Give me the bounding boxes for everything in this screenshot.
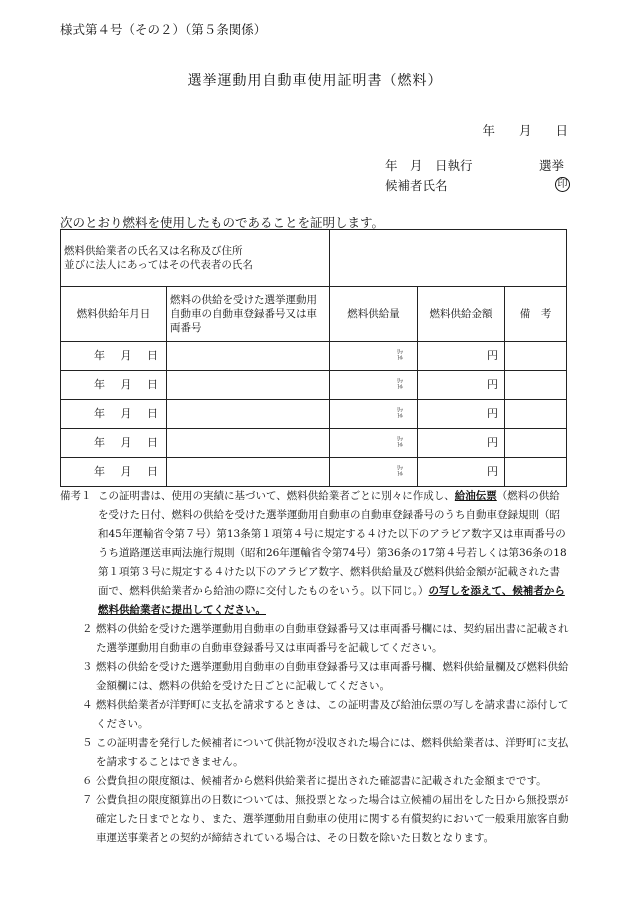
note-text: 燃料供給業者が洋野町に支払を請求するときは、この証明書及び給油伝票の写しを請求書に添付してください。 <box>96 699 569 730</box>
table-row <box>61 342 567 371</box>
candidate-name-label: 候補者氏名 <box>385 178 448 193</box>
election-label: 選挙 <box>538 158 564 173</box>
row-date-cell[interactable]: 年 月 日 <box>61 458 167 487</box>
note-number: ７ <box>82 794 93 806</box>
note-text: 燃料の供給を受けた選挙運動用自動車の自動車登録番号又は車両番号欄には、契約届出書に記載された選挙運動用自動車の自動車登録番号又は車両番号を記載してください。 <box>96 623 569 654</box>
election-execution-date: 年 月 日執行 <box>385 158 473 173</box>
note-emphasis: 給油伝票 <box>454 490 497 502</box>
litre-unit-top: ﾘｯ <box>396 407 403 414</box>
table-row <box>61 429 567 458</box>
note-emphasis: の写しを添えて、候補者から燃料供給業者に提出してください。 <box>98 585 565 616</box>
seal-mark-icon: 印 <box>555 177 570 192</box>
litre-unit-top: ﾘｯ <box>396 436 403 443</box>
row-vehicle-cell[interactable] <box>167 371 330 400</box>
row-amount-cell[interactable] <box>330 458 418 487</box>
column-header-row <box>61 287 567 342</box>
row-amount-cell[interactable] <box>330 371 418 400</box>
row-remarks-cell[interactable] <box>505 400 567 429</box>
note-number: ２ <box>82 623 93 635</box>
litre-unit-bottom: ﾄﾙ <box>396 384 403 391</box>
table-row <box>61 371 567 400</box>
supplier-name-field[interactable] <box>330 230 567 287</box>
row-vehicle-cell[interactable] <box>167 342 330 371</box>
note-2 <box>60 620 570 658</box>
row-date-cell[interactable]: 年 月 日 <box>61 400 167 429</box>
supplier-row <box>61 230 567 287</box>
row-price-cell[interactable]: 円 <box>418 371 505 400</box>
row-remarks-cell[interactable] <box>505 342 567 371</box>
row-amount-cell[interactable] <box>330 400 418 429</box>
note-text: 公費負担の限度額は、候補者から燃料供給業者に提出された確認書に記載された金額までです。 <box>96 775 547 787</box>
row-vehicle-cell[interactable] <box>167 429 330 458</box>
col-header-remarks: 備 考 <box>505 287 567 342</box>
row-amount-cell[interactable] <box>330 429 418 458</box>
note-number: 備考１ <box>60 490 92 502</box>
col-header-amount: 燃料供給量 <box>330 287 418 342</box>
note-number: ５ <box>82 737 93 749</box>
supplier-label-cell <box>61 230 330 287</box>
litre-unit-top: ﾘｯ <box>396 349 403 356</box>
note-text: 公費負担の限度額算出の日数については、無投票となった場合は立候補の届出をした日から無投票が確定した日までとなり、また、選挙運動用自動車の使用に関する有償契約において一般乗用旅客自動車運送事業者との契約が締結されている場合は、その日数を除いた日数となります。 <box>96 794 569 844</box>
col-header-vehicle: 燃料の供給を受けた選挙運動用自動車の自動車登録番号又は車両番号 <box>167 287 330 342</box>
table-row <box>61 400 567 429</box>
note-5 <box>60 734 570 772</box>
note-text: この証明書を発行した候補者について供託物が没収された場合には、燃料供給業者は、洋野町に支払を請求することはできません。 <box>96 737 569 768</box>
note-4 <box>60 696 570 734</box>
row-date-cell[interactable]: 年 月 日 <box>61 371 167 400</box>
row-price-cell[interactable]: 円 <box>418 342 505 371</box>
form-number: 様式第４号（その２）（第５条関係） <box>60 22 267 37</box>
supplier-label-line-2: 並びに法人にあってはその代表者の氏名 <box>64 259 253 271</box>
row-price-cell[interactable]: 円 <box>418 429 505 458</box>
row-price-cell[interactable]: 円 <box>418 458 505 487</box>
row-price-cell[interactable]: 円 <box>418 400 505 429</box>
litre-unit-bottom: ﾄﾙ <box>396 471 403 478</box>
document-title: 選挙運動用自動車使用証明書（燃料） <box>187 73 443 89</box>
note-number: ６ <box>82 775 93 787</box>
certification-statement: 次のとおり燃料を使用したものであることを証明します。 <box>60 215 385 230</box>
note-1 <box>60 487 570 620</box>
litre-unit-top: ﾘｯ <box>396 465 403 472</box>
supplier-label-line-1: 燃料供給業者の氏名又は名称及び住所 <box>64 244 243 257</box>
litre-unit-bottom: ﾄﾙ <box>396 355 403 362</box>
note-text: この証明書は、使用の実績に基づいて、燃料供給業者ごとに別々に作成し、給油伝票（燃料の供給を受けた日付、燃料の供給を受けた選挙運動用自動車の自動車登録番号のうち自動車登録規則（昭和45年運輸省令第７号）第13条第１項第４号に規定する４けた以下のアラビア数字又は車両番号のうち道路運送車両法施行規則（昭和26年運輸省令第74号）第36条の17第４号若しくは第36条の18第１項第３号に規定する４けた以下のアラビア数字、燃料供給量及び燃料供給金額が記載された書面で、燃料供給業者から給油の際に交付したものをいう。以下同じ。）の写しを添えて、候補者から燃料供給業者に提出してください。 <box>98 490 567 616</box>
litre-unit-bottom: ﾄﾙ <box>396 413 403 420</box>
note-3 <box>60 658 570 696</box>
litre-unit-top: ﾘｯ <box>396 378 403 385</box>
table-row <box>61 458 567 487</box>
note-number: ４ <box>82 699 93 711</box>
fuel-usage-table <box>60 229 567 487</box>
row-remarks-cell[interactable] <box>505 429 567 458</box>
row-vehicle-cell[interactable] <box>167 400 330 429</box>
issue-date-line: 年 月 日 <box>482 123 568 138</box>
row-vehicle-cell[interactable] <box>167 458 330 487</box>
col-header-date: 燃料供給年月日 <box>61 287 167 342</box>
note-7 <box>60 791 570 848</box>
col-header-price: 燃料供給金額 <box>418 287 505 342</box>
note-6 <box>60 772 570 791</box>
row-remarks-cell[interactable] <box>505 371 567 400</box>
notes-section <box>60 487 570 848</box>
note-text: 燃料の供給を受けた選挙運動用自動車の自動車登録番号又は車両番号欄、燃料供給量欄及び燃料供給金額欄には、燃料の供給を受けた日ごとに記載してください。 <box>96 661 569 692</box>
row-amount-cell[interactable] <box>330 342 418 371</box>
litre-unit-bottom: ﾄﾙ <box>396 442 403 449</box>
note-number: ３ <box>82 661 93 673</box>
row-remarks-cell[interactable] <box>505 458 567 487</box>
row-date-cell[interactable]: 年 月 日 <box>61 429 167 458</box>
row-date-cell[interactable]: 年 月 日 <box>61 342 167 371</box>
